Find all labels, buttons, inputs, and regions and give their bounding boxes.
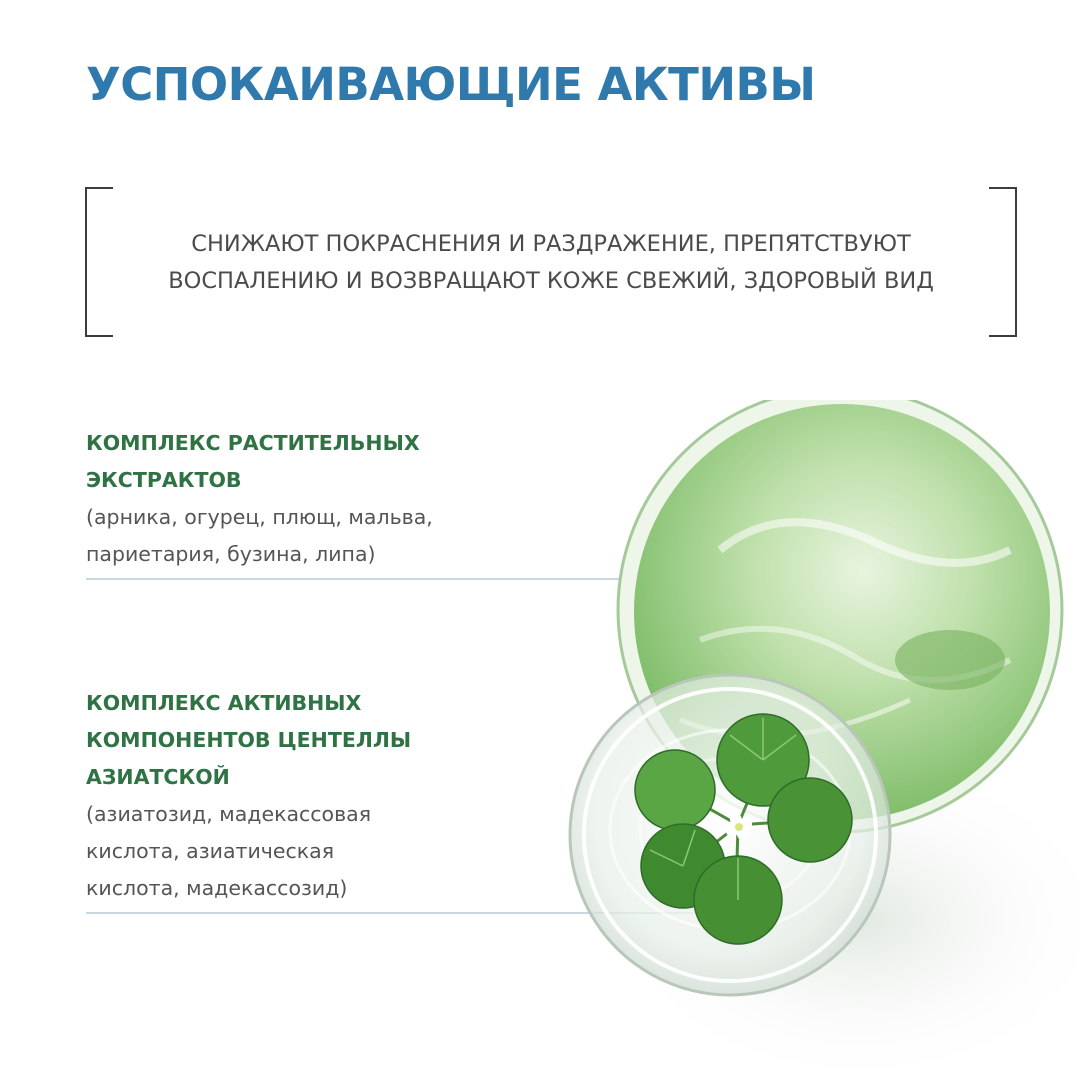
ingredient-title-line: АЗИАТСКОЙ — [86, 765, 230, 789]
ingredient-description-line: (азиатозид, мадекассовая — [86, 802, 372, 826]
ingredient-title — [86, 425, 526, 499]
ingredient-centella — [86, 685, 526, 907]
description-line: ВОСПАЛЕНИЮ И ВОЗВРАЩАЮТ КОЖЕ СВЕЖИЙ, ЗДОРОВЫЙ ВИД — [168, 268, 934, 294]
ingredient-title-line: КОМПЛЕКС РАСТИТЕЛЬНЫХ — [86, 431, 420, 455]
ingredient-title-line: ЭКСТРАКТОВ — [86, 468, 242, 492]
ingredient-description-line: париетария, бузина, липа) — [86, 542, 376, 566]
page-title: УСПОКАИВАЮЩИЕ АКТИВЫ — [86, 58, 816, 111]
ingredient-description — [86, 499, 526, 573]
description-line: СНИЖАЮТ ПОКРАСНЕНИЯ И РАЗДРАЖЕНИЕ, ПРЕПЯТСТВУЮТ — [191, 231, 911, 257]
ingredient-description-line: кислота, азиатическая — [86, 839, 335, 863]
ingredient-description-line: кислота, мадекассозид) — [86, 876, 348, 900]
ingredient-plant-extracts — [86, 425, 526, 573]
product-illustration — [480, 400, 1080, 1080]
ingredient-description-line: (арника, огурец, плющ, мальва, — [86, 505, 433, 529]
ingredient-description — [86, 796, 526, 907]
description-text — [85, 226, 1017, 300]
ingredient-title-line: КОМПЛЕКС АКТИВНЫХ — [86, 691, 362, 715]
ingredient-title — [86, 685, 526, 796]
ingredient-title-line: КОМПОНЕНТОВ ЦЕНТЕЛЛЫ — [86, 728, 412, 752]
description-callout — [85, 187, 1017, 337]
